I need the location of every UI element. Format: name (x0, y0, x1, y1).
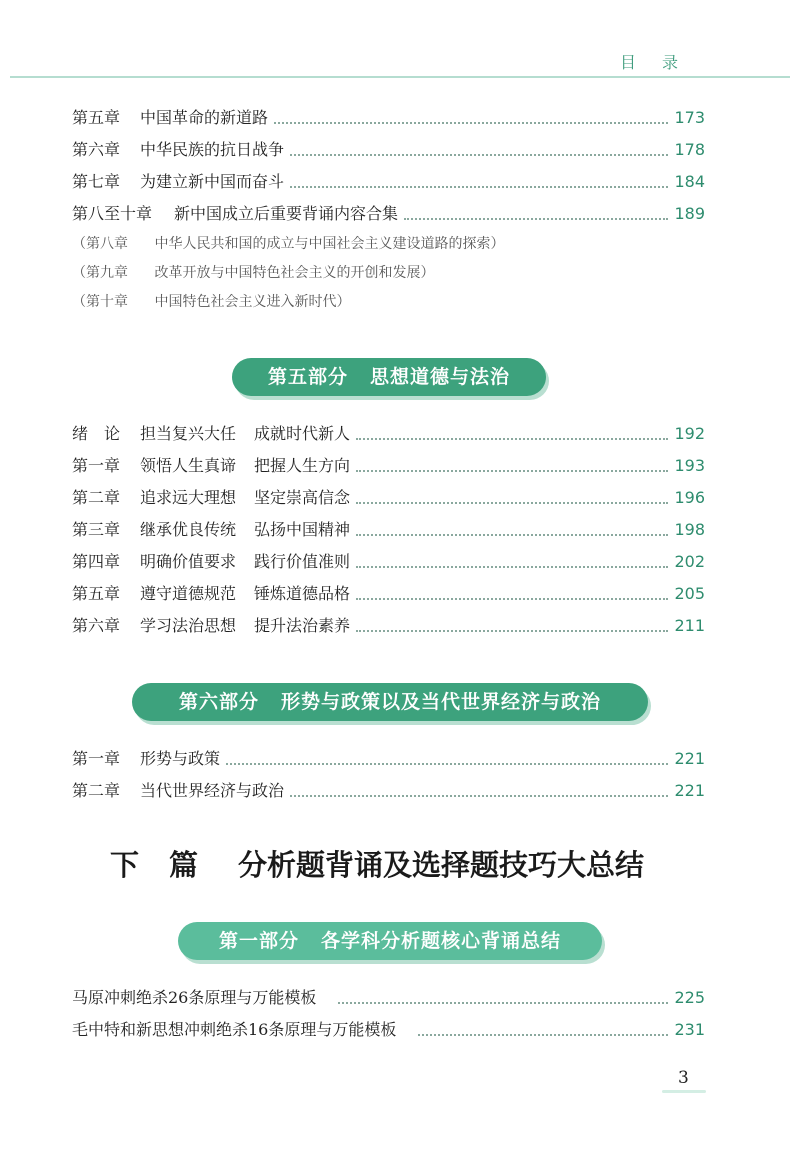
chapter-title-a: 追求远大理想 (140, 488, 237, 507)
toc-block-top (72, 102, 705, 317)
leader-dots (274, 121, 668, 124)
chapter-title (140, 418, 350, 450)
chapter-number: 第八至十章 (72, 204, 153, 223)
page-folio: 3 (678, 1068, 689, 1088)
toc-row[interactable] (72, 1014, 705, 1046)
leader-dots (226, 762, 668, 765)
toc-row[interactable] (72, 775, 705, 807)
toc-row[interactable] (72, 198, 705, 230)
part-heading (110, 843, 644, 884)
leader-dots (290, 153, 668, 156)
chapter-number: 第二章 (72, 781, 121, 800)
chapter-number: 第六章 (72, 140, 121, 159)
leader-dots (356, 533, 668, 536)
chapter-number: 第二章 (72, 488, 121, 507)
part6-banner (132, 683, 648, 721)
part-heading-title: 分析题背诵及选择题技巧大总结 (238, 848, 645, 882)
toc-row[interactable] (72, 482, 705, 514)
chapter-title-b: 提升法治素养 (254, 616, 351, 635)
chapter-number: 第三章 (72, 520, 121, 539)
page-number: 184 (674, 172, 705, 191)
toc-row[interactable] (72, 546, 705, 578)
sub-note (72, 288, 705, 317)
chapter-title: 新中国成立后重要背诵内容合集 (174, 204, 399, 223)
chapter-number: 第一章 (72, 749, 121, 768)
part6-banner-title: 形势与政策以及当代世界经济与政治 (281, 691, 602, 713)
chapter-title: 毛中特和新思想冲刺绝杀16条原理与万能模板 (72, 1020, 397, 1039)
part-heading-b: 篇 (169, 848, 199, 882)
page-number: 193 (674, 456, 705, 475)
chapter-title-a: 遵守道德规范 (140, 584, 237, 603)
page-number: 189 (674, 204, 705, 223)
page-number: 211 (674, 616, 705, 635)
part1-banner-part: 第一部分 (218, 930, 299, 952)
chapter-title (140, 546, 350, 578)
leader-dots (418, 1033, 668, 1036)
chapter-title: 中华民族的抗日战争 (140, 140, 285, 159)
toc-row[interactable] (72, 418, 705, 450)
leader-dots (356, 501, 668, 504)
part1-banner (178, 922, 602, 960)
leader-dots (356, 565, 668, 568)
chapter-title-b: 弘扬中国精神 (254, 520, 351, 539)
part1-banner-title: 各学科分析题核心背诵总结 (321, 930, 562, 952)
toc-row[interactable] (72, 610, 705, 642)
chapter-title: 中国革命的新道路 (140, 108, 269, 127)
toc-row[interactable] (72, 578, 705, 610)
chapter-title (140, 610, 350, 642)
leader-dots (404, 217, 668, 220)
part5-banner (232, 358, 546, 396)
chapter-number: 第五章 (72, 108, 121, 127)
chapter-title (140, 450, 350, 482)
sub-note-title: 改革开放与中国特色社会主义的开创和发展） (154, 265, 435, 281)
toc-row[interactable] (72, 743, 705, 775)
page-number: 221 (674, 749, 705, 768)
toc-row[interactable] (72, 166, 705, 198)
toc-block-part5 (72, 418, 705, 642)
part5-banner-title: 思想道德与法治 (370, 366, 511, 388)
chapter-title-b: 成就时代新人 (254, 424, 351, 443)
chapter-title (140, 514, 350, 546)
page-number: 231 (674, 1020, 705, 1039)
chapter-title-b: 坚定崇高信念 (254, 488, 351, 507)
page-number: 196 (674, 488, 705, 507)
chapter-number: 第五章 (72, 584, 121, 603)
sub-note-title: 中国特色社会主义进入新时代） (154, 294, 351, 310)
chapter-title: 为建立新中国而奋斗 (140, 172, 285, 191)
leader-dots (356, 597, 668, 600)
chapter-title-a: 领悟人生真谛 (140, 456, 237, 475)
page-number: 202 (674, 552, 705, 571)
leader-dots (356, 629, 668, 632)
chapter-number: 第四章 (72, 552, 121, 571)
part5-banner-part: 第五部分 (267, 366, 348, 388)
chapter-title: 当代世界经济与政治 (140, 781, 285, 800)
part6-banner-part: 第六部分 (178, 691, 259, 713)
page-number: 225 (674, 988, 705, 1007)
sub-note-title: 中华人民共和国的成立与中国社会主义建设道路的探索） (154, 236, 505, 252)
toc-block-part1 (72, 982, 705, 1046)
toc-block-part6 (72, 743, 705, 807)
sub-note (72, 259, 705, 288)
chapter-title-b: 践行价值准则 (254, 552, 351, 571)
chapter-number: 第六章 (72, 616, 121, 635)
leader-dots (338, 1001, 668, 1004)
page-number: 221 (674, 781, 705, 800)
sub-note (72, 230, 705, 259)
page-number: 178 (674, 140, 705, 159)
chapter-title-a: 继承优良传统 (140, 520, 237, 539)
leader-dots (356, 469, 668, 472)
toc-row[interactable] (72, 450, 705, 482)
chapter-title-a: 明确价值要求 (140, 552, 237, 571)
chapter-title: 马原冲刺绝杀26条原理与万能模板 (72, 988, 317, 1007)
toc-row[interactable] (72, 982, 705, 1014)
leader-dots (356, 437, 668, 440)
toc-row[interactable] (72, 134, 705, 166)
chapter-number: 绪 论 (72, 424, 121, 443)
page-number: 173 (674, 108, 705, 127)
chapter-title-b: 把握人生方向 (254, 456, 351, 475)
sub-note-open: （第九章 (72, 265, 128, 281)
chapter-title (140, 482, 350, 514)
toc-row[interactable] (72, 514, 705, 546)
chapter-title-b: 锤炼道德品格 (254, 584, 351, 603)
chapter-title: 形势与政策 (140, 749, 221, 768)
leader-dots (290, 185, 668, 188)
page-number: 192 (674, 424, 705, 443)
sub-note-open: （第十章 (72, 294, 128, 310)
part-heading-a: 下 (110, 848, 140, 882)
page-number: 198 (674, 520, 705, 539)
chapter-number: 第一章 (72, 456, 121, 475)
chapter-title-a: 担当复兴大任 (140, 424, 237, 443)
page-number: 205 (674, 584, 705, 603)
sub-note-open: （第八章 (72, 236, 128, 252)
leader-dots (290, 794, 668, 797)
running-header: 目录 (619, 53, 704, 72)
folio-decoration (662, 1090, 706, 1093)
chapter-title (140, 578, 350, 610)
chapter-number: 第七章 (72, 172, 121, 191)
chapter-title-a: 学习法治思想 (140, 616, 237, 635)
header-rule (10, 76, 790, 78)
toc-row[interactable] (72, 102, 705, 134)
